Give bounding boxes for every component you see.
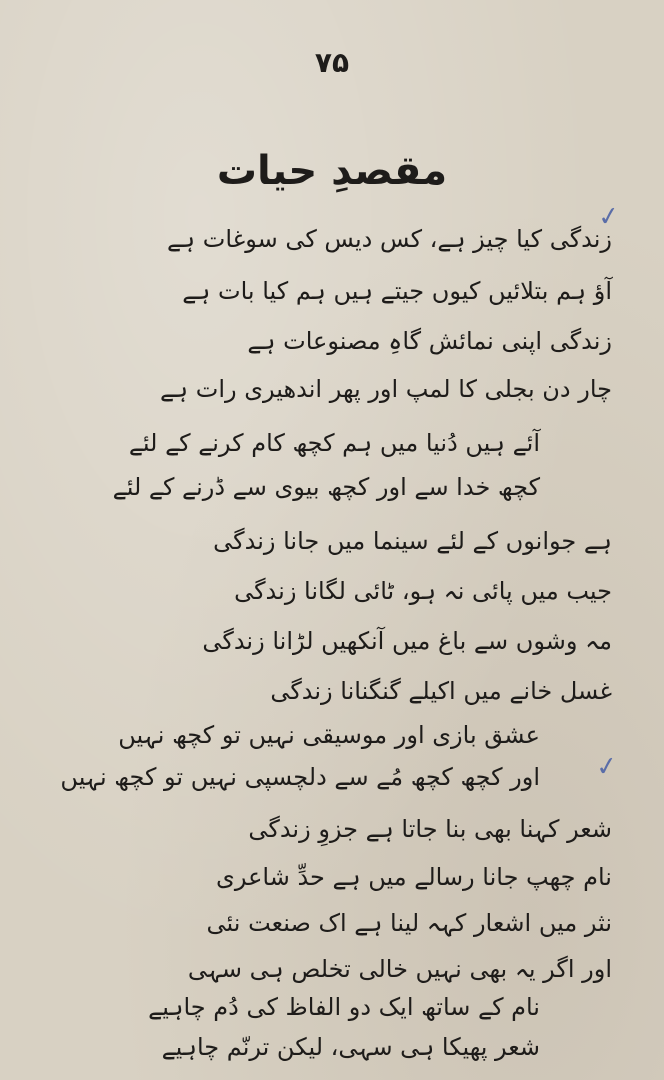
- poem-line: زندگی اپنی نمائش گاہِ مصنوعات ہے: [247, 327, 612, 355]
- poem-line: کچھ خدا سے اور کچھ بیوی سے ڈرنے کے لئے: [112, 473, 540, 501]
- poem-line: نثر میں اشعار کہہ لینا ہے اک صنعت نئی: [206, 909, 612, 937]
- poem-line: عشق بازی اور موسیقی نہیں تو کچھ نہیں: [118, 721, 540, 749]
- poem-line: نام چھپ جانا رسالے میں ہے حدِّ شاعری: [216, 863, 612, 891]
- checkmark-icon: ✓: [594, 750, 620, 784]
- page-number: ۷۵: [314, 46, 350, 79]
- poem-line: مہ وشوں سے باغ میں آنکھیں لڑانا زندگی: [202, 627, 612, 655]
- poem-line: زندگی کیا چیز ہے، کس دیس کی سوغات ہے: [166, 225, 612, 253]
- poem-line: ہے جوانوں کے لئے سینما میں جانا زندگی: [213, 527, 612, 555]
- poem-line: آئے ہیں دُنیا میں ہم کچھ کام کرنے کے لئے: [128, 429, 540, 457]
- poem-line: آؤ ہم بتلائیں کیوں جیتے ہیں ہم کیا بات ہے: [182, 277, 612, 305]
- poem-title: مقصدِ حیات: [216, 148, 448, 194]
- poem-line: شعر پھیکا ہی سہی، لیکن ترنّم چاہیے: [161, 1033, 540, 1061]
- checkmark-icon: ✓: [596, 200, 622, 234]
- poem-line: چار دن بجلی کا لمپ اور پھر اندھیری رات ہے: [159, 375, 612, 403]
- poem-line: نام کے ساتھ ایک دو الفاظ کی دُم چاہیے: [148, 993, 540, 1021]
- poem-line: غسل خانے میں اکیلے گنگنانا زندگی: [270, 677, 612, 705]
- poem-line: جیب میں پائی نہ ہو، ٹائی لگانا زندگی: [234, 577, 612, 605]
- poem-line: اور اگر یہ بھی نہیں خالی تخلص ہی سہی: [187, 955, 612, 983]
- poem-line: اور کچھ کچھ مُے سے دلچسپی نہیں تو کچھ نہیں: [60, 763, 540, 791]
- poem-line: شعر کہنا بھی بنا جاتا ہے جزوِ زندگی: [248, 815, 612, 843]
